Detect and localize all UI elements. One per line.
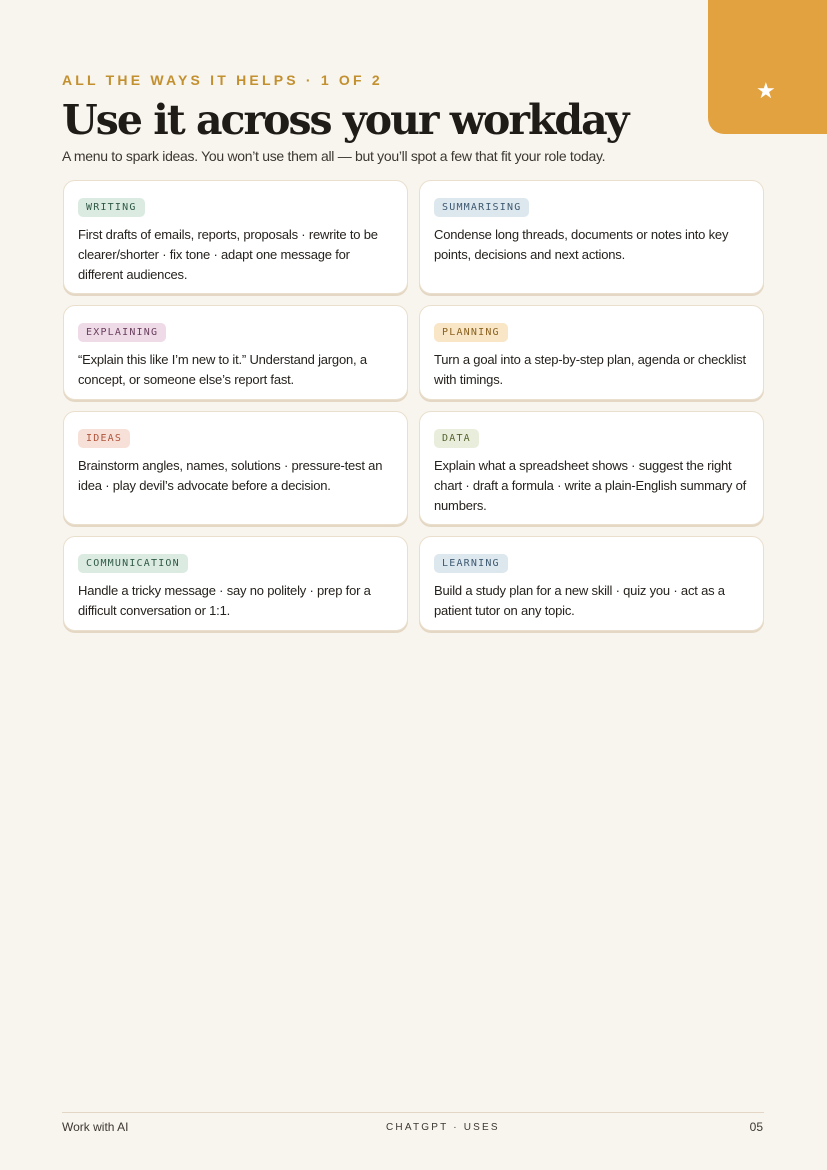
card-description: Handle a tricky message · say no politely · prep for a difficult conversation or 1:1. (78, 583, 371, 618)
card-tag: PLANNING (434, 323, 508, 342)
card-data (419, 411, 764, 525)
card-description: First drafts of emails, reports, proposals · rewrite to be clearer/shorter · fix tone · adapt one message for different audiences. (78, 227, 378, 282)
footer-left-label: Work with AI (62, 1120, 129, 1134)
card-learning (419, 536, 764, 631)
section-eyebrow: ALL THE WAYS IT HELPS · 1 OF 2 (62, 72, 383, 88)
card-summarising (419, 180, 764, 294)
card-planning (419, 305, 764, 400)
page-subtitle: A menu to spark ideas. You won’t use them all — but you’ll spot a few that fit your role today. (62, 148, 606, 164)
footer-center-label: CHATGPT · USES (386, 1122, 500, 1133)
footer-divider (62, 1112, 764, 1113)
corner-tab (708, 0, 827, 134)
card-ideas (63, 411, 408, 525)
card-description: “Explain this like I’m new to it.” Understand jargon, a concept, or someone else’s report fast. (78, 352, 367, 387)
card-tag: EXPLAINING (78, 323, 166, 342)
card-tag: WRITING (78, 198, 145, 217)
card-tag: COMMUNICATION (78, 554, 188, 573)
page-title: Use it across your workday (62, 96, 628, 144)
use-case-grid (63, 180, 764, 631)
card-explaining (63, 305, 408, 400)
card-communication (63, 536, 408, 631)
card-tag: LEARNING (434, 554, 508, 573)
card-description: Turn a goal into a step-by-step plan, agenda or checklist with timings. (434, 352, 746, 387)
card-description: Brainstorm angles, names, solutions · pressure-test an idea · play devil’s advocate before a decision. (78, 458, 383, 493)
card-writing (63, 180, 408, 294)
card-tag: SUMMARISING (434, 198, 529, 217)
card-tag: IDEAS (78, 429, 130, 448)
card-tag: DATA (434, 429, 479, 448)
star-icon: ★ (756, 78, 776, 103)
card-description: Explain what a spreadsheet shows · suggest the right chart · draft a formula · write a plain-English summary of numbers. (434, 458, 747, 513)
card-description: Condense long threads, documents or notes into key points, decisions and next actions. (434, 227, 729, 262)
card-description: Build a study plan for a new skill · quiz you · act as a patient tutor on any topic. (434, 583, 725, 618)
page-number: 05 (749, 1120, 763, 1134)
